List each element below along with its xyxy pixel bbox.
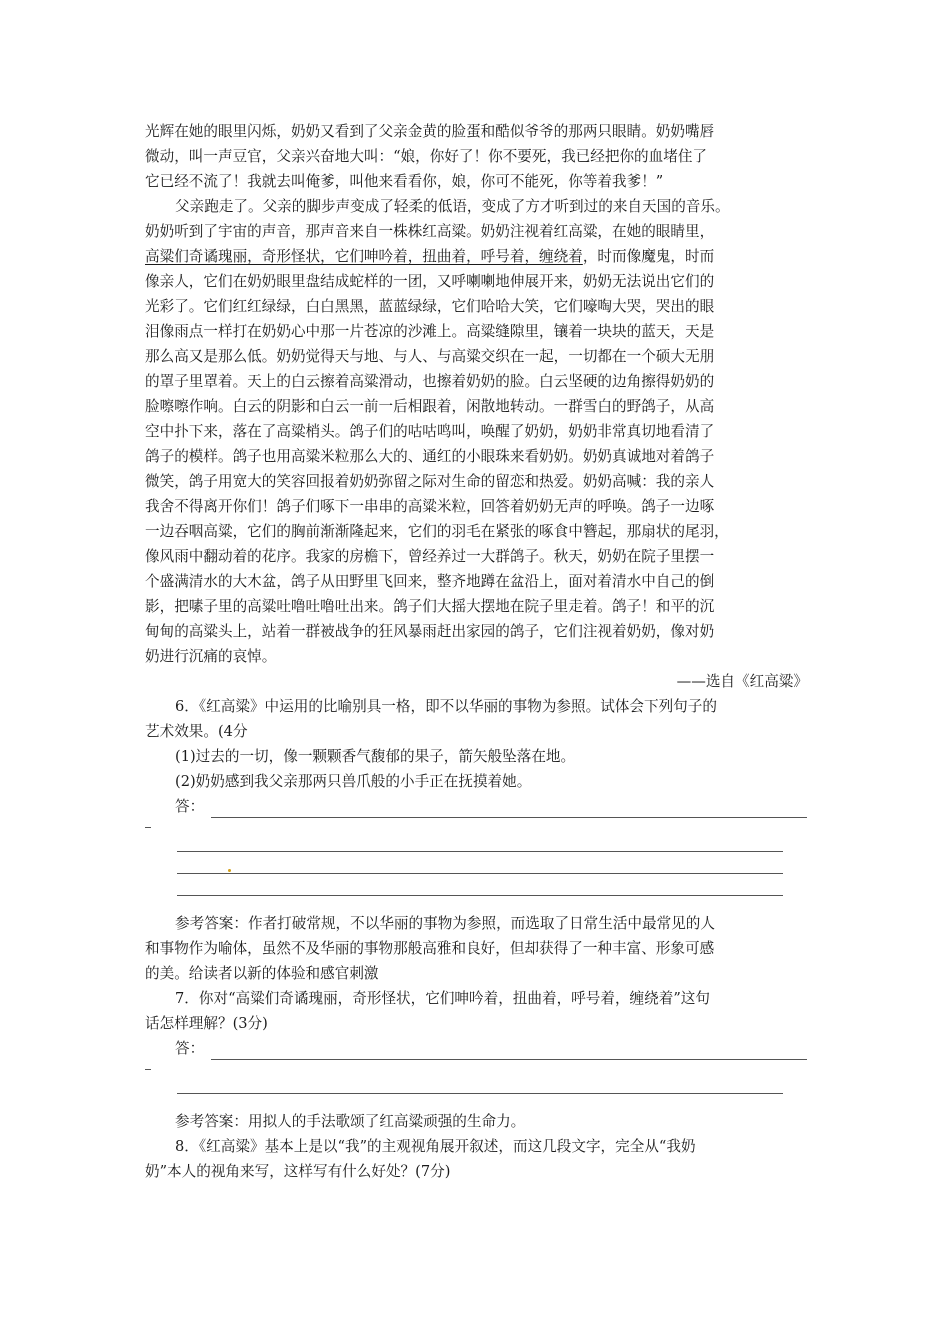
question-6-item-1: (1)过去的一切，像一颗颗香气馥郁的果子，箭矢般坠落在地。	[175, 748, 576, 765]
passage-line: 我舍不得离开你们！鸽子们啄下一串串的高粱米粒，回答着奶奶无声的呼唤。鸽子一边啄	[145, 498, 715, 515]
line-mark	[145, 1069, 151, 1070]
passage-line: 脸嚓嚓作响。白云的阴影和白云一前一后相跟着，闲散地转动。一群雪白的野鸽子，从高	[145, 398, 715, 415]
underlined-sentence: 高粱们奇谲瑰丽，奇形怪状，它们呻吟着，扭曲着，呼号着，缠绕着	[145, 248, 583, 265]
answer-row[interactable]	[145, 1036, 815, 1061]
sentence-rest: ，时而像魔鬼，时而	[582, 248, 715, 265]
passage-line: 微笑，鸽子用宽大的笑容回报着奶奶弥留之际对生命的留恋和热爱。奶奶高喊：我的亲人	[145, 473, 715, 490]
reference-answer: 和事物作为喻体，虽然不及华丽的事物那般高雅和良好，但却获得了一种丰富、形象可感	[145, 940, 715, 957]
answer-row[interactable]	[145, 1083, 815, 1109]
passage-line: 那么高又是那么低。奶奶觉得天与地、与人、与高粱交织在一起，一切都在一个硕大无朋	[145, 348, 715, 365]
answer-label: 答：	[175, 798, 205, 815]
source-attribution: ——选自《红高粱》	[676, 673, 808, 690]
answer-label: 答：	[175, 1040, 205, 1057]
passage-line-underlined	[145, 244, 815, 269]
answer-continuation	[145, 1061, 815, 1083]
question-6: 6．《红高粱》中运用的比喻别具一格，即不以华丽的事物为参照。试体会下列句子的	[175, 698, 717, 715]
reference-answer: 的美。给读者以新的体验和感官刺激	[145, 965, 379, 982]
answer-row[interactable]	[145, 885, 815, 911]
passage-line: 个盛满清水的大木盆，鸽子从田野里飞回来，整齐地蹲在盆沿上，面对着清水中自己的倒	[145, 573, 715, 590]
answer-row[interactable]	[145, 863, 815, 885]
passage-line: 的罩子里罩着。天上的白云擦着高粱滑动，也擦着奶奶的脸。白云坚硬的边角擦得奶奶的	[145, 373, 715, 390]
passage-line: 奶进行沉痛的哀悼。	[145, 648, 277, 665]
question-7: 7．你对“高粱们奇谲瑰丽，奇形怪状，它们呻吟着，扭曲着，呼号着，缠绕着”这句	[175, 990, 710, 1007]
question-8: 8．《红高粱》基本上是以“我”的主观视角展开叙述，而这几段文字，完全从“我奶	[175, 1138, 696, 1155]
passage-line: 泪像雨点一样打在奶奶心中那一片苍凉的沙滩上。高粱缝隙里，镶着一块块的蓝天，天是	[145, 323, 715, 340]
passage-line: 甸甸的高粱头上，站着一群被战争的狂风暴雨赶出家园的鸽子，它们注视着奶奶，像对奶	[145, 623, 715, 640]
passage-line: 影，把嗉子里的高粱吐噜吐噜吐出来。鸽子们大摇大摆地在院子里走着。鸽子！和平的沉	[145, 598, 715, 615]
answer-row[interactable]	[145, 794, 815, 819]
answer-line[interactable]	[177, 1093, 783, 1094]
passage-line: 一边吞咽高粱，它们的胸前渐渐隆起来，它们的羽毛在紧张的啄食中簪起，那扇状的尾羽，	[145, 523, 729, 540]
ink-dot	[228, 869, 231, 872]
answer-line[interactable]	[177, 873, 783, 874]
passage-line: 像风雨中翻动着的花序。我家的房檐下，曾经养过一大群鸽子。秋天，奶奶在院子里摆一	[145, 548, 715, 565]
reference-answer: 参考答案：用拟人的手法歌颂了红高粱顽强的生命力。	[175, 1113, 526, 1130]
answer-line[interactable]	[177, 851, 783, 852]
answer-continuation	[145, 819, 815, 841]
passage-line: 像亲人，它们在奶奶眼里盘结成蛇样的一团，又呼喇喇地伸展开来，奶奶无法说出它们的	[145, 273, 715, 290]
passage-line: 它已经不流了！我就去叫俺爹，叫他来看看你，娘，你可不能死，你等着我爹！”	[145, 173, 664, 190]
passage-line: 空中扑下来，落在了高粱梢头。鸽子们的咕咕鸣叫，唤醒了奶奶，奶奶非常真切地看清了	[145, 423, 715, 440]
passage-line: 父亲跑走了。父亲的脚步声变成了轻柔的低语，变成了方才听到过的来自天国的音乐。	[175, 198, 730, 215]
passage-line: 光彩了。它们红红绿绿，白白黑黑，蓝蓝绿绿，它们哈哈大笑，它们嚎啕大哭，哭出的眼	[145, 298, 715, 315]
passage-line: 鸽子的模样。鸽子也用高粱米粒那么大的、通红的小眼珠来看奶奶。奶奶真诚地对着鸽子	[145, 448, 715, 465]
answer-line[interactable]	[211, 1059, 807, 1060]
answer-line[interactable]	[211, 817, 807, 818]
answer-row[interactable]	[145, 841, 815, 863]
passage-line: 微动，叫一声豆官，父亲兴奋地大叫：“娘，你好了！你不要死，我已经把你的血堵住了	[145, 148, 708, 165]
question-6-item-2: (2)奶奶感到我父亲那两只兽爪般的小手正在抚摸着她。	[175, 773, 532, 790]
answer-line[interactable]	[177, 895, 783, 896]
reference-answer: 参考答案：作者打破常规，不以华丽的事物为参照，而选取了日常生活中最常见的人	[175, 915, 715, 932]
passage-line: 光辉在她的眼里闪烁，奶奶又看到了父亲金黄的脸蛋和酷似爷爷的那两只眼睛。奶奶嘴唇	[145, 123, 715, 140]
question-7-continued: 话怎样理解？(3分)	[145, 1015, 268, 1032]
question-8-continued: 奶”本人的视角来写，这样写有什么好处？(7分)	[145, 1163, 451, 1180]
question-6-continued: 艺术效果。(4分	[145, 723, 248, 740]
passage-line: 奶奶听到了宇宙的声音，那声音来自一株株红高粱。奶奶注视着红高粱，在她的眼睛里，	[145, 223, 715, 240]
document-body	[145, 119, 815, 1184]
line-mark	[145, 827, 151, 828]
